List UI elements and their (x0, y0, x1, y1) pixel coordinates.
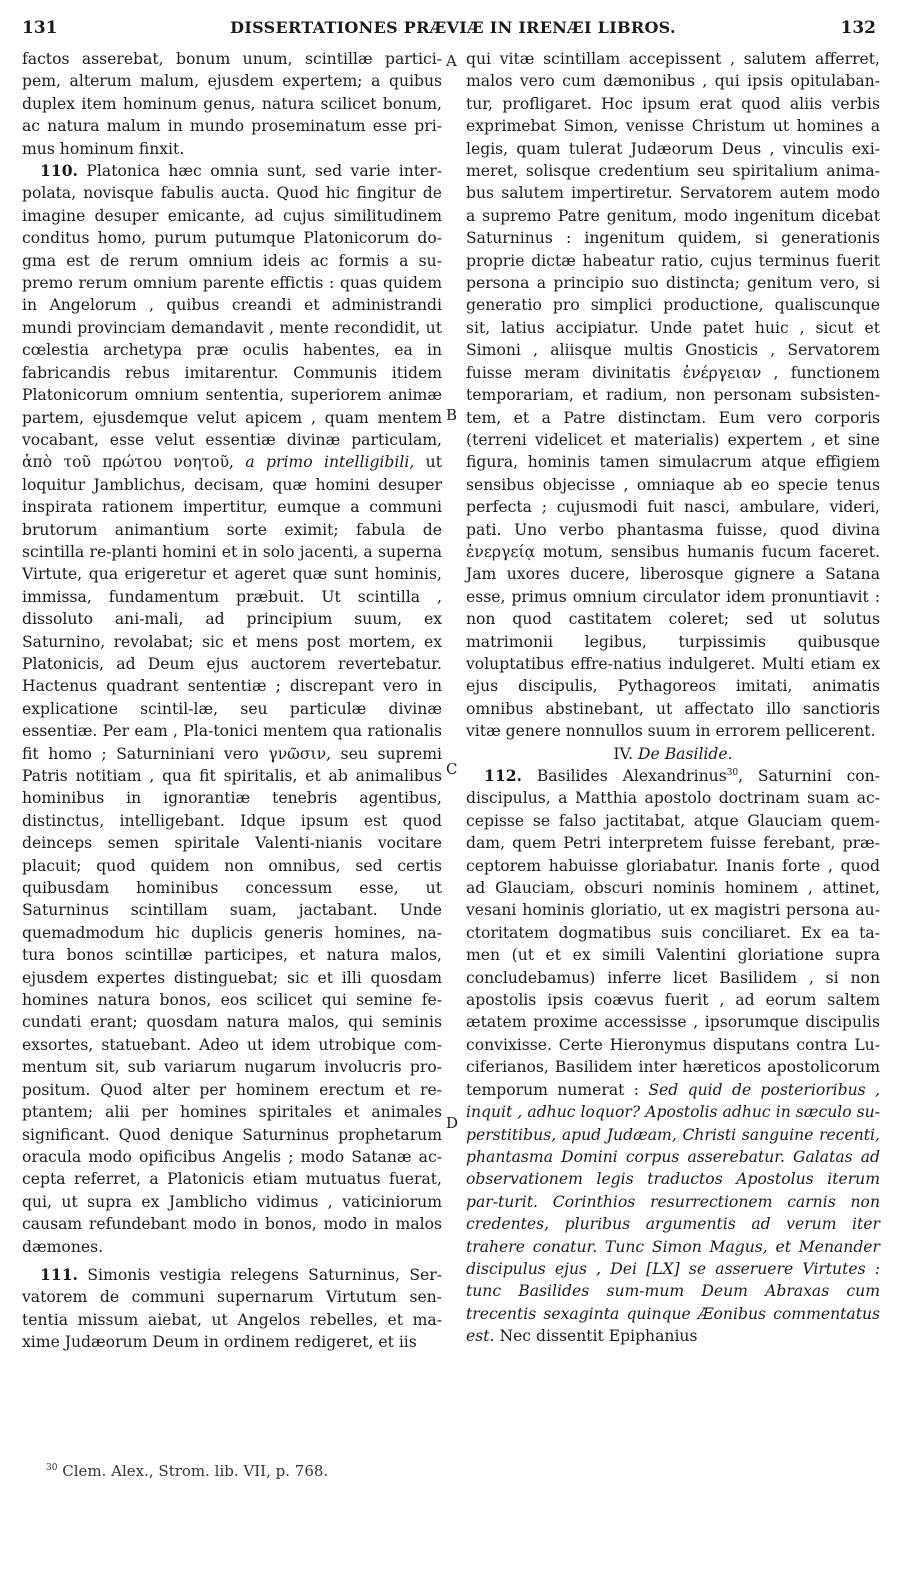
paragraph-number: 110. (40, 161, 78, 181)
footnote-text: Clem. Alex., Strom. lib. VII, p. 768. (62, 1462, 329, 1480)
page-number-right: 132 (840, 18, 876, 38)
paragraph-number: 111. (40, 1264, 78, 1284)
paragraph-text: ut loquitur Jamblichus, decisam, quæ homini desuper inspirata rationem impertitur, eumque a communi brutorum animantium sorte eximit; fabula de scintilla re-planti homini et in solo jacenti, a superna Virtute, qua erigeretur et ageret quæ sunt hominis, immissa, fundamentum præbuit. Ut scintilla , dissoluto ani-mali, ad principium suum, ex Saturnino, revolabat; sic et mens post mortem, ex Platonicis, ad Deum ejus auctorem revertebatur. Hactenus quadrant sententiæ ; discrepant vero in explicatione scintil-læ, seu particulæ divinæ essentiæ. Per eam , Pla-tonici mentem qua rationalis fit homo ; Saturniniani vero γνῶσιν, seu supremi Patris notitiam , qua fit spiritalis, et ab animalibus hominibus in ignorantiæ tenebris agentibus, distinctus, intelligebant. Idque ipsum est quod deinceps semen spiritale Valenti-nianis vocitare placuit; quod quidem non omnibus, sed certis quibusdam hominibus concessum esse, ut Saturninus scintillam suam, jactabant. Unde quemadmodum hic duplicis generis homines, na-tura bonos scintillæ participes, et natura malos, ejusdem expertes distinguebat; sic et illi quosdam homines natura bonos, eos scilicet qui semine fe-cundati erant; quosdam natura malos, qui seminis exsortes, statuebant. Adeo ut idem utrobique com-mentum sit, sub variarum nugarum involucris pro-positum. Quod alter per hominem erectum et re-ptantem; alii per homines spiritales et animales significant. Quod denique Saturninus prophetarum oracula modo opificibus Angelis ; modo Satanæ ac-cepta referret, a Platonicis etiam mutuatus fuerat, qui, ut supra ex Jamblicho vidimus , vaticiniorum causam refundebant modo in bonos, modo in malos dæmones. (22, 453, 442, 1256)
section-title: De Basilide. (638, 744, 733, 763)
paragraph-text: Basilides Alexandrinus (536, 767, 727, 785)
paragraph: factos asserebat, bonum unum, scintillæ partici-pem, alterum malum, ejusdem expertem; a quibus duplex item hominum genus, natura scilicet bonum, ac natura malum in mundo proseminatum esse pri-mus hominum finxit. (22, 50, 442, 158)
footnote-number: 30 (46, 1463, 58, 1473)
paragraph-text: Platonica hæc omnia sunt, sed varie inter-polata, novisque fabulis aucta. Quod hic fingitur de imagine desuper emicante, ad cujus similitudinem conditus homo, purum putumque Platonicorum do-gma est de rerum omnium ideis ac formis a su-premo rerum omnium parente effictis : quas quidem in Angelorum , quibus creandi et administrandi mundi provinciam demandavit , mente recondidit, ut cœlestia archetypa præ oculis habentes, ea in fabricandis rebus imitarentur. Communis itidem Platonicorum omnium sententia, superiorem animæ partem, ejusdemque velut apicem , quam mentem vocabant, esse velut essentiæ divinæ particulam, ἀπὸ τοῦ πρώτου νοητοῦ, (22, 162, 442, 472)
page-number-left: 131 (22, 18, 58, 38)
left-column (22, 48, 442, 1354)
margin-marker: D (446, 1114, 459, 1132)
margin-marker: C (446, 760, 458, 778)
footnote-ref: 30 (726, 767, 739, 778)
paragraph-text: Simonis vestigia relegens Saturninus, Ser-vatorem de communi supernarum Virtutum sen-tentia missum aiebat, ut Angelos rebelles, et ma-xime Judæorum Deum in ordinem redigeret, et iis (22, 1265, 443, 1352)
paragraph-text: , Saturnini con-discipulus, a Matthia apostolo doctrinam suam ac-cepisse se falso jactitabat, atque Glauciam quem-dam, quem Petri interpretem fuisse ferebant, præ-ceptorem habuisse gloriabatur. Inanis forte , quod ad Glauciam, obscuri nominis hominem , attinet, vesani hominis gloriatio, ut ex magistri persona au-ctoritatem dogmatibus suis conciliaret. Ex ea ta-men (ut et ex simili Valentini gloriatione supra concludebamus) inferre licet Basilidem , si non apostolis ipsis coævus fuerit , ad eorum saltem ætatem proxime accessisse , ipsorumque discipulis convixisse. Certe Hieronymus disputans contra Lu-ciferianos, Basilidem inter hæreticos apostolicorum temporum numerat : (466, 767, 880, 1099)
paragraph-number: 112. (484, 766, 522, 785)
section-number: IV. (613, 744, 634, 763)
italic-quote: a primo intelligibili, (245, 453, 415, 472)
margin-marker: B (446, 406, 458, 424)
paragraph-111 (22, 1264, 442, 1354)
italic-quote: Sed quid de posterioribus , inquit , adhuc loquor? Apostolis adhuc in sæculo su-perstitibus, apud Judæam, Christi sanguine recenti, phantasma Domini corpus asserebatur. Galatas ad observationem legis traductos Apostolus iterum par-turit. Corinthios resurrectionem carnis non credentes, pluribus argumentis ad verum iter trahere conatur. Tunc Simon Magus, et Menander discipulus ejus , Dei [LX] se asseruere Virtutes : tunc Basilides sum-mum Deum Abraxas cum trecentis sexaginta quinque Æonibus commentatus est. (466, 1080, 880, 1346)
margin-marker: A (446, 52, 457, 70)
paragraph-110 (22, 160, 442, 1258)
paragraph-112 (466, 765, 880, 1348)
paragraph: qui vitæ scintillam accepissent , salutem afferret, malos vero cum dæmonibus , qui ipsis opitulaban-tur, profligaret. Hoc ipsum erat quod aliis verbis exprimebat Simon, venisse Christum ut homines a legis, quam tulerat Judæorum Deus , vinculis exi-meret, solisque credentium seu spiritalium anima-bus salutem impertiretur. Servatorem autem modo a supremo Patre genitum, modo ingenitum dicebat Saturninus : ingenitum quidem, si generationis proprie dictæ habeatur ratio, cujus terminus fuerit persona a principio suo distincta; genitum vero, si generatio pro simplici productione, qualiscunque sit, latius accipiatur. Unde patet huic , sicut et Simoni , aliisque multis Gnosticis , Servatorem fuisse meram divinitatis ἐνέργειαν , functionem temporariam, et radium, non personam subsisten-tem, et a Patre distinctam. Eum vero corporis (terreni videlicet et materialis) expertem , et sine figura, hominis tamen simulacrum atque effigiem sensibus objecisse , omniaque ab eo specie tenus perfecta ; cujusmodi fuit nasci, ambulare, videri, pati. Uno verbo phantasma fuisse, quod divina ἐνεργείᾳ motum, sensibus humanis fucum faceret. Jam uxores ducere, liberosque gignere a Satana esse, primus omnium circulator idem pronuntiavit : non quod castitatem coleret; sed ut solutus matrimonii legibus, turpissimis quibusque voluptatibus effre-natius indulgeret. Multi etiam ex ejus discipulis, Pythagoreos imitati, animatis omnibus abstinebant, ut affectato illo sanctioris vitæ genere nonnullos suum in errorem pellicerent. (466, 50, 880, 741)
running-header (0, 18, 906, 42)
section-heading (466, 743, 880, 765)
paragraph-text: Nec dissentit Epiphanius (499, 1327, 698, 1346)
running-title: DISSERTATIONES PRÆVIÆ IN IRENÆI LIBROS. (230, 18, 676, 37)
footnote (46, 1462, 328, 1480)
right-column (466, 48, 880, 1348)
